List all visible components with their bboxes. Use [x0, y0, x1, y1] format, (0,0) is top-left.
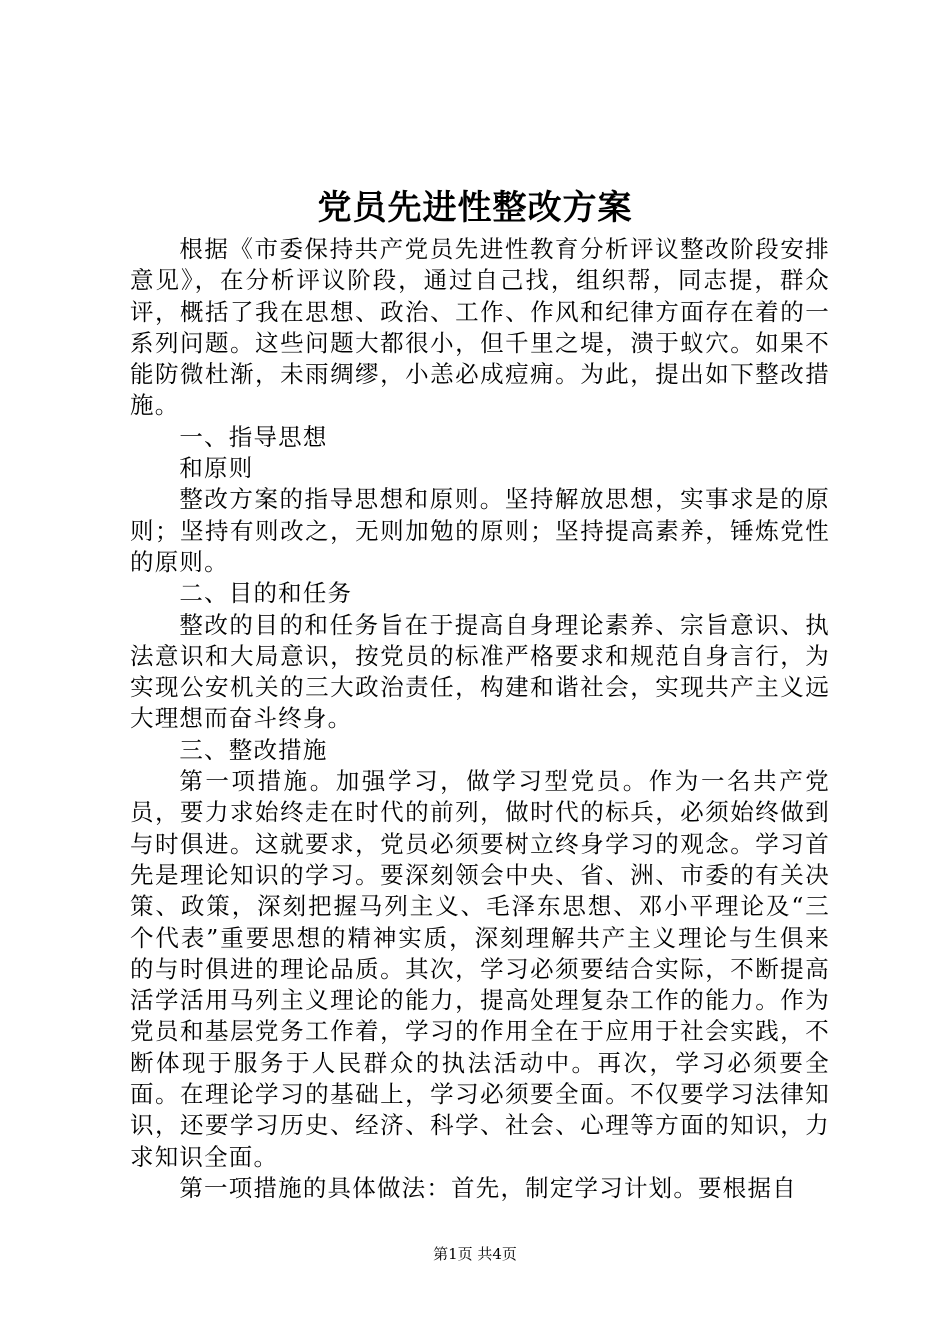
document-title: 党员先进性整改方案	[317, 188, 633, 228]
section-heading-guiding-thought: 一、指导思想	[179, 422, 328, 451]
section-heading-measures: 三、整改措施	[179, 735, 328, 764]
page-footer: 第1页 共4页	[433, 1245, 517, 1263]
paragraph-measure-one: 第一项措施。加强学习，做学习型党员。作为一名共产党员，要力求始终走在时代的前列，做时代的标兵，必须始终做到与时俱进。这就要求，党员必须要树立终身学习的观念。学习首先是理论知识的学习。要深刻领会中央、省、洲、市委的有关决策、政策，深刻把握马列主义、毛泽东思想、邓小平理论及“三个代表”重要思想的精神实质，深刻理解共产主义理论与生俱来的与时俱进的理论品质。其次，学习必须要结合实际，不断提高活学活用马列主义理论的能力，提高处理复杂工作的能力。作为党员和基层党务工作着，学习的作用全在于应用于社会实践，不断体现于服务于人民群众的执法活动中。再次，学习必须要全面。在理论学习的基础上，学习必须要全面。不仅要学习法律知识，还要学习历史、经济、科学、社会、心理等方面的知识，力求知识全面。	[130, 767, 830, 1171]
paragraph-goals: 整改的目的和任务旨在于提高自身理论素养、宗旨意识、执法意识和大局意识，按党员的标准严格要求和规范自身言行，为实现公安机关的三大政治责任，构建和谐社会，实现共产主义远大理想而奋斗终身。	[130, 610, 830, 733]
section-heading-goals: 二、目的和任务	[179, 579, 353, 608]
document-body	[130, 234, 830, 1204]
paragraph-intro: 根据《市委保持共产党员先进性教育分析评议整改阶段安排意见》，在分析评议阶段，通过自己找，组织帮，同志提，群众评，概括了我在思想、政治、工作、作风和纪律方面存在着的一系列问题。这些问题大都很小，但千里之堤，溃于蚁穴。如果不能防微杜渐，未雨绸缪，小恙必成痘痈。为此，提出如下整改措施。	[130, 235, 830, 420]
section-heading-guiding-thought-cont: 和原则	[179, 454, 254, 483]
paragraph-principles: 整改方案的指导思想和原则。坚持解放思想，实事求是的原则；坚持有则改之，无则加勉的原则；坚持提高素养，锤炼党性的原则。	[130, 485, 830, 576]
paragraph-measure-one-method: 第一项措施的具体做法：首先，制定学习计划。要根据自	[179, 1173, 797, 1202]
